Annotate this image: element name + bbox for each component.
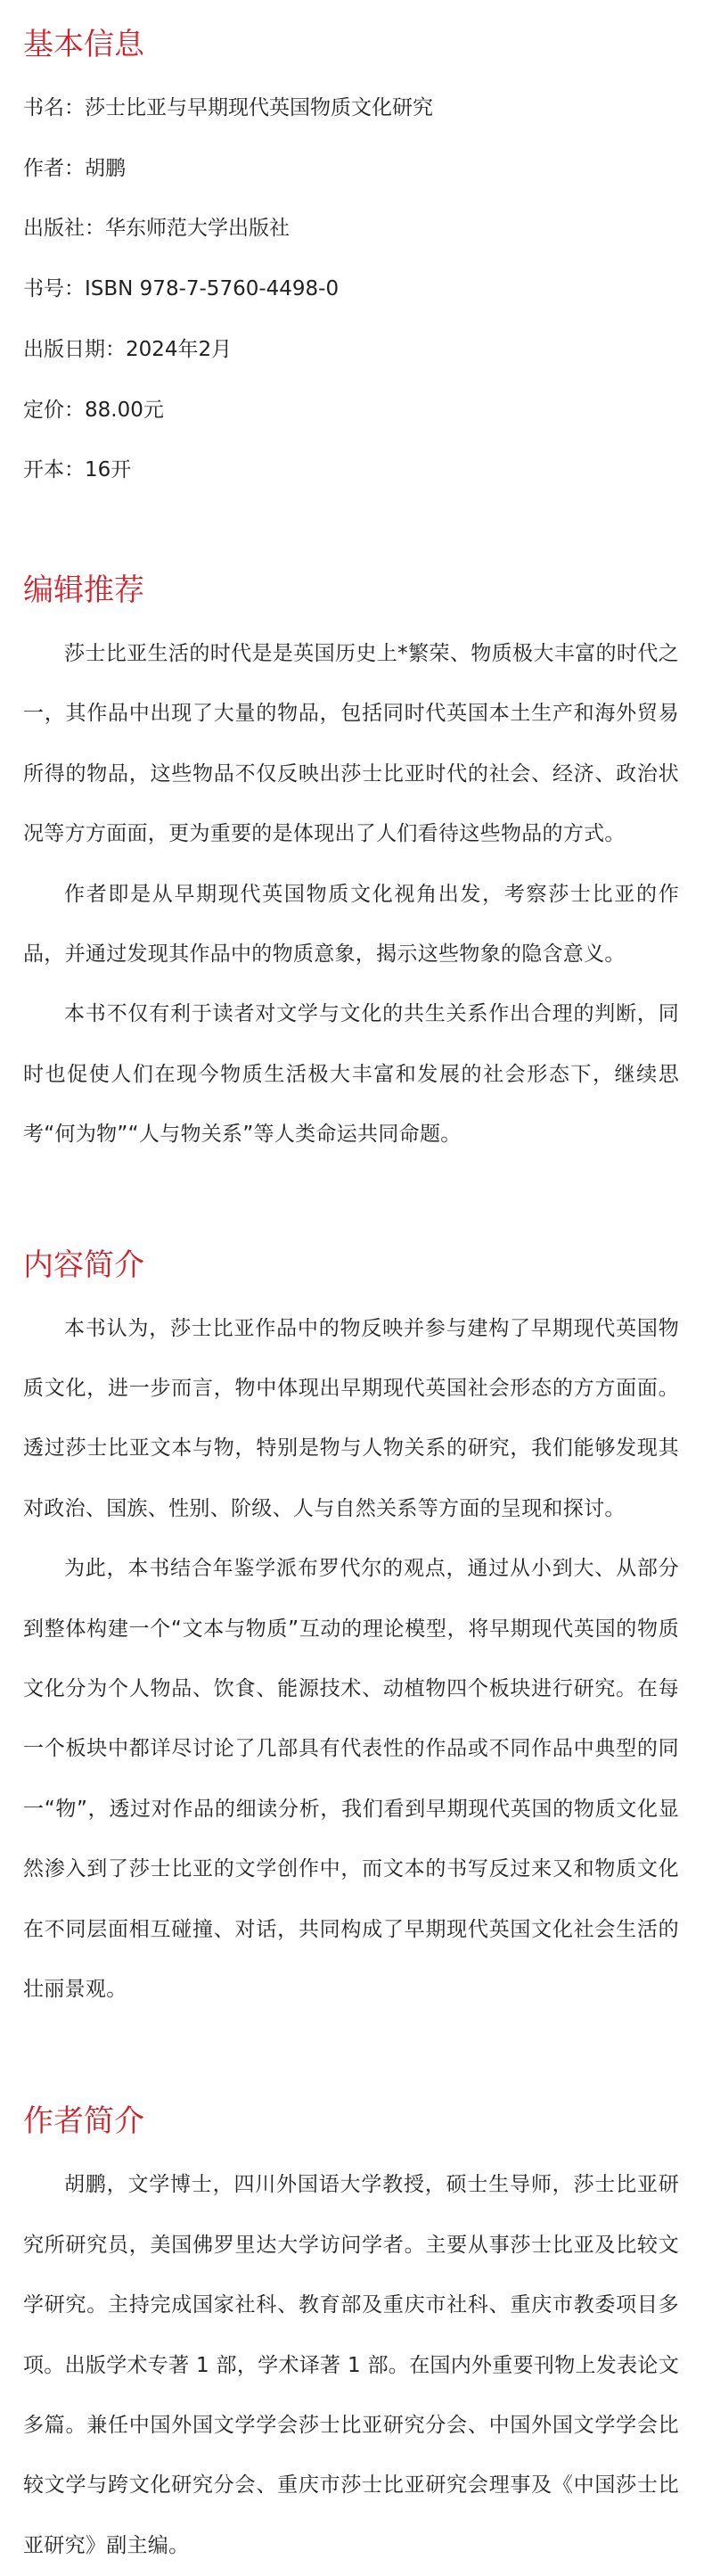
summary-title: 内容简介	[23, 1247, 144, 1283]
author-body	[23, 2155, 679, 2576]
info-author: 作者：胡鹏	[23, 156, 126, 180]
author-title: 作者简介	[23, 2103, 144, 2140]
info-publisher: 出版社：华东师范大学出版社	[23, 217, 290, 241]
info-publish-date: 出版日期：2024年2月	[23, 337, 233, 361]
basic-info-section	[23, 21, 679, 501]
basic-info-title: 基本信息	[23, 27, 144, 62]
author-section	[23, 2098, 679, 2576]
summary-section	[23, 1242, 679, 2020]
summary-paragraph: 为此，本书结合年鉴学派布罗代尔的观点，通过从小到大、从部分到整体构建一个“文本与物质”互动的理论模型，将早期现代英国的物质文化分为个人物品、饮食、能源技术、动植物四个板块进行研究。在每一个板块中都详尽讨论了几部具有代表性的作品或不同作品中典型的同一“物”，透过对作品的细读分析，我们看到早期现代英国的物质文化显然渗入到了莎士比亚的文学创作中，而文本的书写反过来又和物质文化在不同层面相互碰撞、对话，共同构成了早期现代英国文化社会生活的壮丽景观。	[23, 1557, 679, 2002]
summary-paragraph: 本书认为，莎士比亚作品中的物反映并参与建构了早期现代英国物质文化，进一步而言，物中体现出早期现代英国社会形态的方方面面。透过莎士比亚文本与物，特别是物与人物关系的研究，我们能够发现其对政治、国族、性别、阶级、人与自然关系等方面的呈现和探讨。	[23, 1316, 679, 1520]
info-format: 开本：16开	[23, 458, 132, 482]
recommendation-paragraph: 莎士比亚生活的时代是是英国历史上*繁荣、物质极大丰富的时代之一，其作品中出现了大量的物品，包括同时代英国本土生产和海外贸易所得的物品，这些物品不仅反映出莎士比亚时代的社会、经济、政治状况等方方面面，更为重要的是体现出了人们看待这些物品的方式。	[23, 641, 679, 846]
author-paragraph: 胡鹏，文学博士，四川外国语大学教授，硕士生导师，莎士比亚研究所研究员，美国佛罗里达大学访问学者。主要从事莎士比亚及比较文学研究。主持完成国家社科、教育部及重庆市社科、重庆市教委项目多项。出版学术专著 1 部，学术译著 1 部。在国内外重要刊物上发表论文多篇。兼任中国外国文学学会莎士比亚研究分会、中国外国文学学会比较文学与跨文化研究分会、重庆市莎士比亚研究会理事及《中国莎士比亚研究》副主编。	[23, 2173, 680, 2557]
info-price: 定价：88.00元	[23, 398, 164, 422]
info-isbn: 书号：ISBN 978-7-5760-4498-0	[23, 277, 340, 301]
recommendation-body	[23, 624, 679, 1165]
summary-body	[23, 1299, 679, 2020]
basic-info-list	[23, 78, 679, 501]
recommendation-section	[23, 567, 679, 1165]
recommendation-title: 编辑推荐	[23, 572, 144, 608]
recommendation-paragraph: 本书不仅有利于读者对文学与文化的共生关系作出合理的判断，同时也促使人们在现今物质生活极大丰富和发展的社会形态下，继续思考“何为物”“人与物关系”等人类命运共同命题。	[23, 1002, 679, 1147]
info-book-title: 书名：莎士比亚与早期现代英国物质文化研究	[23, 96, 433, 119]
recommendation-paragraph: 作者即是从早期现代英国物质文化视角出发，考察莎士比亚的作品，并通过发现其作品中的物质意象，揭示这些物象的隐含意义。	[23, 882, 679, 966]
